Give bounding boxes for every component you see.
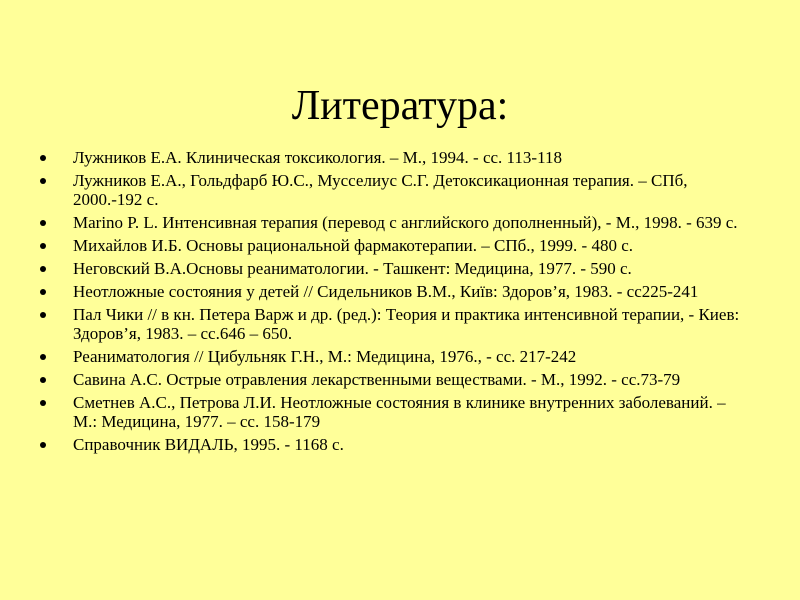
reference-item xyxy=(40,259,752,278)
bullet-icon xyxy=(40,266,46,272)
reference-text: Пал Чики // в кн. Петера Варж и др. (ред.): Теория и практика интенсивной терапии, - Киев: Здоров’я, 1983. – сс.646 – 650. xyxy=(73,305,740,343)
reference-item xyxy=(40,213,752,232)
bullet-icon xyxy=(40,289,46,295)
reference-item xyxy=(40,393,752,431)
reference-item xyxy=(40,435,752,454)
reference-text: Михайлов И.Б. Основы рациональной фармакотерапии. – СПб., 1999. - 480 с. xyxy=(73,236,633,255)
reference-item xyxy=(40,236,752,255)
bullet-icon xyxy=(40,400,46,406)
bullet-icon xyxy=(40,220,46,226)
reference-item xyxy=(40,305,752,343)
bullet-icon xyxy=(40,377,46,383)
bullet-icon xyxy=(40,354,46,360)
reference-text: Неговский В.А.Основы реаниматологии. - Ташкент: Медицина, 1977. - 590 с. xyxy=(73,259,632,278)
reference-text: Лужников Е.А., Гольдфарб Ю.С., Мусселиус С.Г. Детоксикационная терапия. – СПб, 2000.-192 с. xyxy=(73,171,688,209)
reference-text: Справочник ВИДАЛЬ, 1995. - 1168 с. xyxy=(73,435,344,454)
bullet-icon xyxy=(40,155,46,161)
reference-item xyxy=(40,171,752,209)
bullet-icon xyxy=(40,243,46,249)
reference-text: Сметнев А.С., Петрова Л.И. Неотложные состояния в клинике внутренних заболеваний. – М.: Медицина, 1977. – сс. 158-179 xyxy=(73,393,726,431)
reference-text: Реаниматология // Цибульняк Г.Н., М.: Медицина, 1976., - сс. 217-242 xyxy=(73,347,577,366)
slide-title: Литература: xyxy=(291,83,509,129)
bullet-icon xyxy=(40,178,46,184)
reference-text: Лужников Е.А. Клиническая токсикология. – М., 1994. - сс. 113-118 xyxy=(73,148,562,167)
reference-item xyxy=(40,282,752,301)
reference-text: Marino P. L. Интенсивная терапия (перевод с английского дополненный), - М., 1998. - 639 с. xyxy=(73,213,738,232)
bullet-icon xyxy=(40,442,46,448)
reference-text: Неотложные состояния у детей // Сидельников В.М., Київ: Здоров’я, 1983. - сс225-241 xyxy=(73,282,699,301)
reference-list xyxy=(40,148,752,458)
reference-text: Савина А.С. Острые отравления лекарственными веществами. - М., 1992. - сс.73-79 xyxy=(73,370,681,389)
reference-item xyxy=(40,347,752,366)
reference-item xyxy=(40,370,752,389)
reference-item xyxy=(40,148,752,167)
bullet-icon xyxy=(40,312,46,318)
